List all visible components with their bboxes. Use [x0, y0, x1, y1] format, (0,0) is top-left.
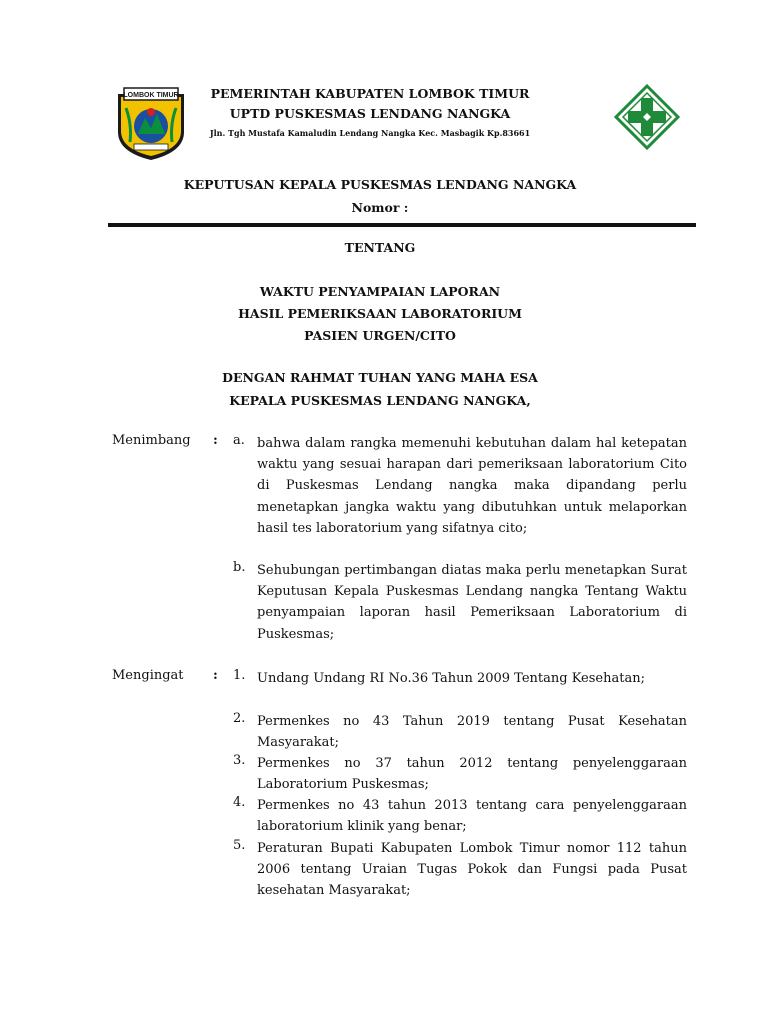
header-government: PEMERINTAH KABUPATEN LOMBOK TIMUR	[210, 86, 530, 101]
mengingat-item-2: Permenkes no 43 Tahun 2019 tentang Pusat Kesehatan Masyarakat;	[257, 714, 687, 751]
mengingat-marker-5: 5.	[233, 838, 246, 853]
menimbang-label: Menimbang	[112, 433, 191, 448]
mengingat-marker-2: 2.	[233, 711, 246, 726]
blessing-line-1: DENGAN RAHMAT TUHAN YANG MAHA ESA	[222, 370, 538, 385]
emblem-text: LOMBOK TIMUR	[123, 92, 179, 99]
header-institution: UPTD PUSKESMAS LENDANG NANGKA	[229, 106, 511, 121]
menimbang-item-a: bahwa dalam rangka memenuhi kebutuhan dalam hal ketepatan waktu yang sesuai harapan dari pemeriksaan laboratorium Cito di Puskesmas Lendang nangka maka dipandang perlu menetapkan jangka waktu yang dibutuhkan untuk melaporkan hasil tes laboratorium yang sifatnya cito;	[257, 436, 687, 536]
mengingat-item-4: Permenkes no 43 tahun 2013 tentang cara penyelenggaraan laboratorium klinik yang benar;	[257, 798, 687, 835]
blessing-line-2: KEPALA PUSKESMAS LENDANG NANGKA,	[229, 393, 531, 408]
mengingat-item-3: Permenkes no 37 tahun 2012 tentang penyelenggaraan Laboratorium Puskesmas;	[257, 756, 687, 793]
menimbang-colon: :	[213, 433, 218, 448]
title-divider	[108, 223, 696, 227]
mengingat-colon: :	[213, 668, 218, 683]
about-heading: TENTANG	[344, 240, 416, 255]
subject-line-3: PASIEN URGEN/CITO	[304, 328, 456, 343]
puskesmas-logo	[614, 84, 680, 150]
menimbang-marker-b: b.	[233, 560, 246, 575]
mengingat-marker-3: 3.	[233, 753, 246, 768]
header-address: Jln. Tgh Mustafa Kamaludin Lendang Nangka Kec. Masbagik Kp.83661	[209, 128, 531, 138]
menimbang-item-b: Sehubungan pertimbangan diatas maka perlu menetapkan Surat Keputusan Kepala Puskesmas Lendang nangka Tentang Waktu penyampaian laporan hasil Pemeriksaan Laboratorium di Puskesmas;	[257, 563, 687, 642]
mengingat-marker-1: 1.	[233, 668, 246, 683]
subject-line-1: WAKTU PENYAMPAIAN LAPORAN	[259, 284, 501, 299]
subject-line-2: HASIL PEMERIKSAAN LABORATORIUM	[238, 306, 522, 321]
mengingat-item-5: Peraturan Bupati Kabupaten Lombok Timur nomor 112 tahun 2006 tentang Uraian Tugas Pokok dan Fungsi pada Pusat kesehatan Masyarakat;	[257, 841, 687, 899]
menimbang-marker-a: a.	[233, 433, 245, 448]
mengingat-label: Mengingat	[112, 668, 184, 683]
decree-title: KEPUTUSAN KEPALA PUSKESMAS LENDANG NANGKA	[183, 177, 577, 192]
mengingat-item-1: Undang Undang RI No.36 Tahun 2009 Tentang Kesehatan;	[257, 671, 645, 686]
mengingat-marker-4: 4.	[233, 795, 246, 810]
decree-number: Nomor :	[351, 200, 409, 215]
